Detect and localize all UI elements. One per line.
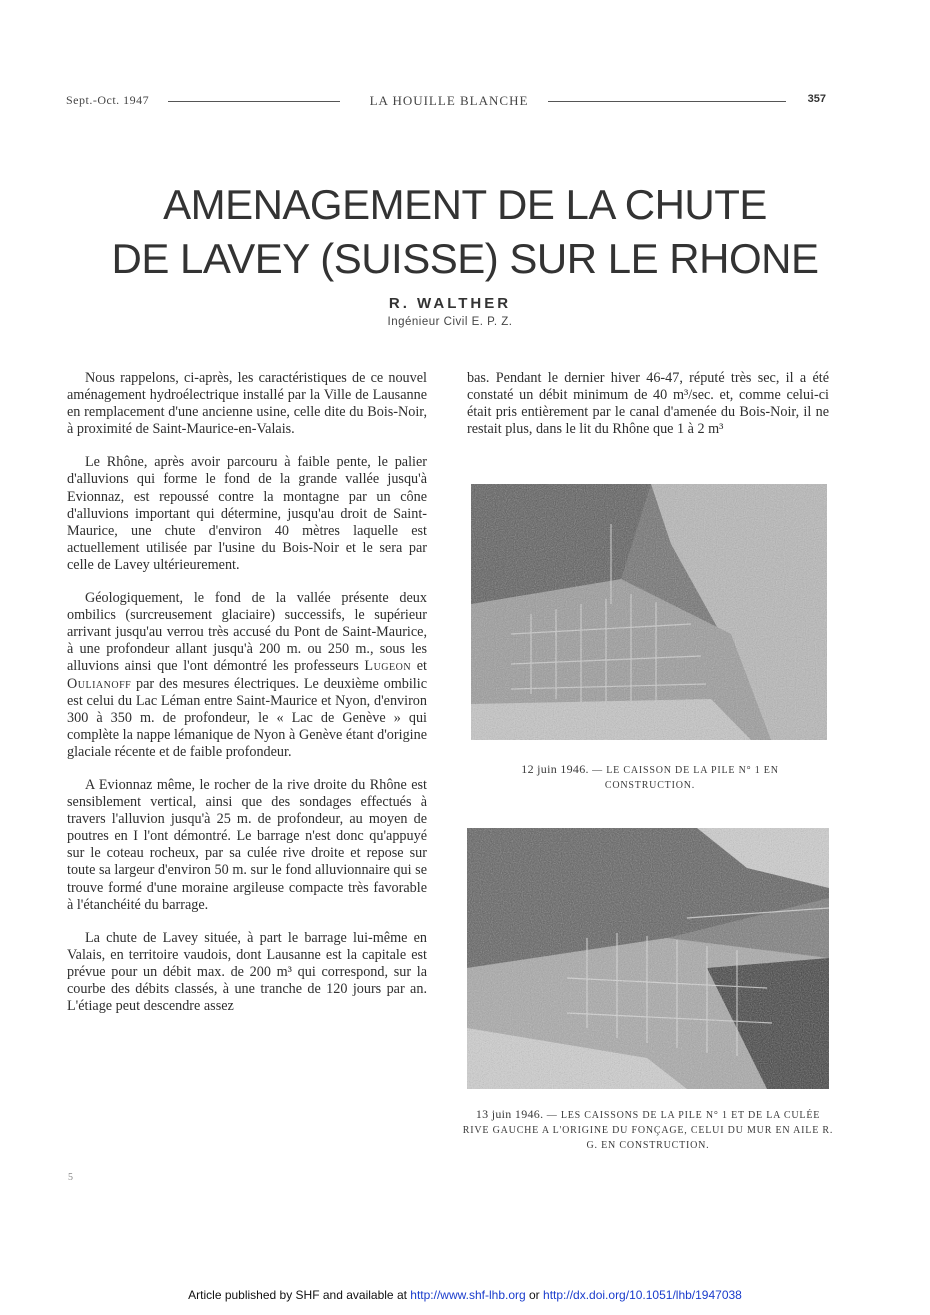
figure-1-date: 12 juin 1946.: [521, 762, 589, 776]
construction-photo-2: [467, 828, 829, 1089]
figure-2-photo: [467, 828, 829, 1089]
author-name-lugeon: Lugeon: [364, 658, 412, 675]
paragraph-3: [67, 590, 427, 761]
header-rule-left: [168, 101, 340, 102]
footer-middle: or: [525, 1288, 544, 1302]
paragraph-continued: bas. Pendant le dernier hiver 46-47, réputé très sec, il a été constaté un débit minimum de 40 m³/sec. et, comme celui-ci était pris entièrement par le canal d'amenée du Bois-Noir, il ne restait plus, dans le lit du Rhône que 1 à 2 m³: [467, 370, 829, 438]
figure-2-date: 13 juin 1946.: [475, 1107, 544, 1121]
paragraph-5: La chute de Lavey située, à part le barrage lui-même en Valais, en territoire vaudois, dont Lausanne est la capitale est prévue pour un débit max. de 200 m³ qui correspond, sur la courbe des débits classés, à une tranche de 120 jours par an. L'étiage peut descendre assez: [67, 929, 427, 1015]
paragraph-2: Le Rhône, après avoir parcouru à faible pente, le palier d'alluvions qui forme le fond de la grande vallée jusqu'à Evionnaz, est repoussé contre la montagne par un cône d'alluvions important qui détermine, jusqu'au droit de Saint-Maurice, une chute d'environ 40 mètres laquelle est actuellement utilisée par l'usine du Bois-Noir et le sera par celle de Lavey ultérieurement.: [67, 454, 427, 573]
journal-name: LA HOUILLE BLANCHE: [369, 93, 529, 108]
doi-link[interactable]: http://dx.doi.org/10.1051/lhb/1947038: [543, 1288, 742, 1302]
paragraph-3-part-a: Géologiquement, le fond de la vallée présente deux ombilics (surcreusement glaciaire) successifs, le supérieur arrivant jusqu'au verrou très accusé du Pont de Saint-Maurice, à une profondeur allant jusqu'à 200 m. ou 250 m., sous les alluvions ainsi que l'ont démontré les professeurs: [67, 590, 427, 675]
paragraph-4: A Evionnaz même, le rocher de la rive droite du Rhône est sensiblement vertical, ainsi que des sondages effectués à travers l'alluvion jusqu'à 25 m. de profondeur, au moyen de poutres en I l'ont démontré. Le barrage n'est donc qu'appuyé sur le coteau rocheux, par sa culée rive droite et repose sur toute sa largeur d'environ 50 m. sur le fond alluvionnaire qui se trouve formé d'une moraine argileuse compacte très favorable à l'étanchéité du barrage.: [67, 776, 427, 913]
publication-footer: [0, 1288, 930, 1302]
article-title: [100, 178, 830, 286]
right-column: [467, 370, 829, 438]
figure-2-caption: [462, 1107, 834, 1153]
issue-date: Sept.-Oct. 1947: [66, 93, 150, 107]
footer-prefix: Article published by SHF and available at: [188, 1288, 411, 1302]
author-affiliation: Ingénieur Civil E. P. Z.: [387, 316, 513, 328]
figure-2-text: — LES CAISSONS DE LA PILE N° 1 ET DE LA CULÉE RIVE GAUCHE A L'ORIGINE DU FONÇAGE, CELUI DU MUR EN AILE R. G. EN CONSTRUCTION.: [462, 1110, 834, 1151]
author-name-oulianoff: Oulianoff: [67, 675, 132, 692]
paragraph-3-part-b: par des mesures électriques. Le deuxième ombilic est celui du Lac Léman entre Saint-Maurice et Nyon, d'environ 300 à 350 m. de profondeur, le « Lac de Genève » qui complète la nappe lémanique de Nyon à Genève étant d'origine glaciale récente et de faible profondeur.: [67, 675, 427, 760]
figure-1-text: — LE CAISSON DE LA PILE N° 1 EN CONSTRUCTION.: [592, 765, 779, 791]
title-line-1: AMENAGEMENT DE LA CHUTE: [163, 181, 767, 228]
paragraph-1: Nous rappelons, ci-après, les caractéristiques de ce nouvel aménagement hydroélectrique installé par la Ville de Lausanne en remplacement d'une ancienne usine, celle dite du Bois-Noir, à proximité de Saint-Maurice-en-Valais.: [67, 370, 427, 438]
construction-photo-1: [471, 484, 827, 740]
header-rule-right: [548, 101, 786, 102]
running-header: [66, 93, 830, 111]
left-column: [67, 370, 427, 1031]
author-name: R. WALTHER: [388, 295, 512, 312]
figure-1-photo: [471, 484, 827, 740]
page-number: 357: [807, 93, 826, 105]
page-mark: 5: [68, 1172, 73, 1183]
paragraph-3-and: et: [411, 658, 427, 675]
figure-1-caption: [475, 762, 825, 793]
title-line-2: DE LAVEY (SUISSE) SUR LE RHONE: [111, 235, 819, 282]
shf-link[interactable]: http://www.shf-lhb.org: [410, 1288, 526, 1302]
